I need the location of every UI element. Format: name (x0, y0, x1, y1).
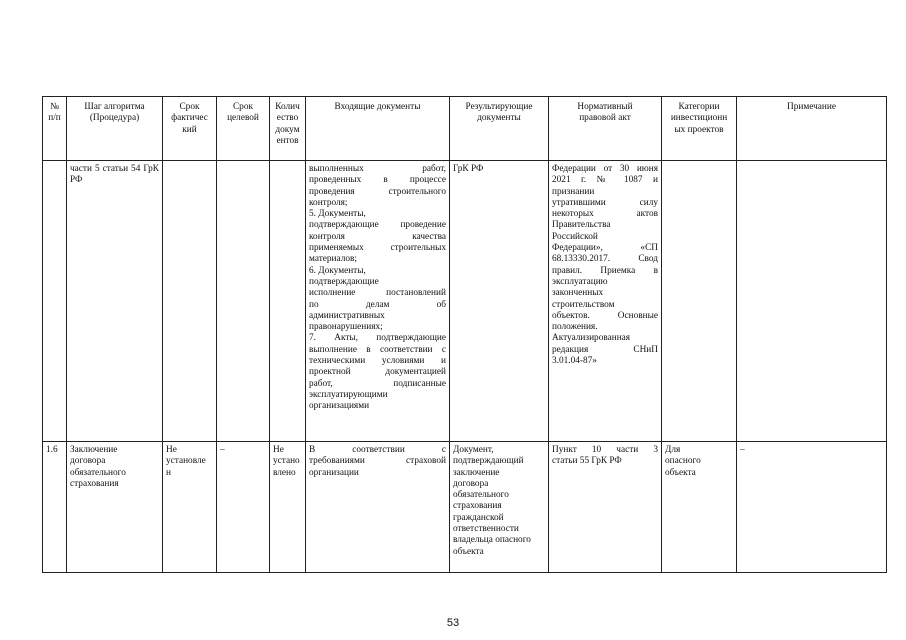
cell-category (662, 161, 737, 442)
table-row (43, 442, 887, 573)
cell-note: – (737, 442, 887, 573)
header-term-target: Срок целевой (217, 97, 270, 161)
cell-note (737, 161, 887, 442)
header-note: Примечание (737, 97, 887, 161)
cell-category: Для опасного объекта (662, 442, 737, 573)
cell-step: части 5 статьи 54 ГрК РФ (67, 161, 163, 442)
cell-legal-act: Федерации от 30 июня 2021 г. № 1087 и признании утратившими силу некоторых актов Правительства Российской Федерации», «СП 68.13330.2017. Свод правил. Приемка в эксплуатацию законченных строительством объектов. Основные положения. Актуализированная редакция СНиП 3.01.04-87» (549, 161, 662, 442)
table-row (43, 161, 887, 442)
cell-num: 1.6 (43, 442, 67, 573)
header-category: Категории инвестиционн ых проектов (662, 97, 737, 161)
header-result-docs: Результирующие документы (450, 97, 549, 161)
page-number: 53 (446, 617, 460, 629)
cell-term-actual: Не установле н (163, 442, 217, 573)
header-step: Шаг алгоритма (Процедура) (67, 97, 163, 161)
cell-doc-count: Не устано влено (270, 442, 306, 573)
header-input-docs: Входящие документы (306, 97, 450, 161)
cell-result-docs: Документ, подтверждающий заключение договора обязательного страхования гражданской ответственности владельца опасного объекта (450, 442, 549, 573)
header-num: № п/п (43, 97, 67, 161)
table-header (43, 97, 887, 161)
cell-doc-count (270, 161, 306, 442)
cell-result-docs: ГрК РФ (450, 161, 549, 442)
cell-term-actual (163, 161, 217, 442)
cell-legal-act: Пункт 10 части 3 статьи 55 ГрК РФ (549, 442, 662, 573)
cell-input-docs: выполненных работ, проведенных в процессе проведения строительного контроля; 5. Документы, подтверждающие проведение контроля качества применяемых строительных материалов; 6. Документы, подтверждающие исполнение постановлений по делам об административных правонарушениях; 7. Акты, подтверждающие выполнение в соответствии с техническими условиями и проектной документацией работ, подписанные эксплуатирующими организациями (306, 161, 450, 442)
cell-input-docs: В соответствии с требованиями страховой организации (306, 442, 450, 573)
cell-term-target: – (217, 442, 270, 573)
procedure-table (42, 96, 887, 573)
cell-num (43, 161, 67, 442)
cell-step: Заключение договора обязательного страхования (67, 442, 163, 573)
header-term-actual: Срок фактичес кий (163, 97, 217, 161)
header-legal-act: Нормативный правовой акт (549, 97, 662, 161)
header-doc-count: Колич ество докум ентов (270, 97, 306, 161)
cell-term-target (217, 161, 270, 442)
